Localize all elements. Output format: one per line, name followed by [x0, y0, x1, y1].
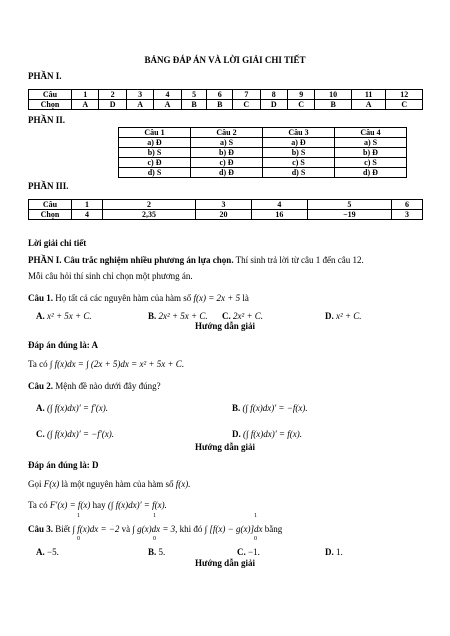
- q3-option-d-value: 1.: [336, 547, 343, 557]
- part1-question-cell: 4: [154, 90, 181, 100]
- q2-statement: [28, 381, 161, 391]
- solution-heading: Lời giải chi tiết: [28, 238, 87, 248]
- part2-answer-cell: c) S: [263, 158, 335, 168]
- q3-limit-top-2: 1: [153, 513, 156, 519]
- q1-text: Họ tất cả các nguyên hàm của hàm số: [53, 293, 194, 303]
- part1-table: [28, 89, 423, 110]
- q3-text-a: Biết: [53, 524, 73, 534]
- part1-question-cell: 11: [351, 90, 386, 100]
- part1-instructions: [28, 255, 364, 265]
- q2-option-a: [36, 403, 108, 413]
- part3-answer-cell: 4: [72, 210, 103, 220]
- part1-question-cell: 9: [287, 90, 314, 100]
- part1-answer-cell: B: [315, 100, 351, 110]
- q1-option-a-value: x² + 5x + C.: [47, 311, 92, 321]
- part1-heading: PHẦN I.: [28, 71, 62, 81]
- part2-answer-cell: a) Đ: [119, 138, 191, 148]
- part1-answer-label: Chọn: [29, 100, 72, 110]
- q1-option-a-key: A.: [36, 311, 45, 321]
- part1-solution-note2: Mỗi câu hỏi thí sinh chỉ chọn một phương án.: [28, 271, 193, 281]
- q3-option-c-key: C.: [237, 547, 246, 557]
- q2-option-a-key: A.: [36, 403, 45, 413]
- q1-option-c-value: 2x² + C.: [233, 311, 264, 321]
- part3-question-cell: 2: [103, 200, 196, 210]
- q3-integral-g: ∫ g(x)dx = 3,: [132, 524, 178, 534]
- q1-work: [28, 359, 184, 369]
- part1-question-cell: 3: [126, 90, 153, 100]
- q1-option-d: [325, 311, 362, 321]
- q1-tail: là: [240, 293, 249, 303]
- q3-and: và: [119, 524, 133, 534]
- q2-option-c-key: C.: [36, 429, 45, 439]
- q2-option-c-value: (∫ f(x)dx)′ = −f′(x).: [47, 429, 115, 439]
- q3-option-d: [325, 547, 343, 557]
- part1-question-cell: 8: [260, 90, 287, 100]
- part2-header-cell: Câu 2: [191, 128, 263, 138]
- part1-question-cell: 2: [99, 90, 126, 100]
- q2-option-d-value: (∫ f(x)dx)′ = f(x).: [243, 429, 302, 439]
- part3-question-cell: 6: [391, 200, 422, 210]
- q3-label: Câu 3.: [28, 524, 54, 534]
- q1-function: f(x) = 2x + 5: [193, 293, 241, 303]
- part2-answer-cell: b) Đ: [335, 148, 407, 158]
- q3-limit-bottom-3: 0: [254, 536, 257, 542]
- q3-option-b-value: 5.: [158, 547, 166, 557]
- part2-answer-cell: d) S: [263, 168, 335, 178]
- q3-option-c: [237, 547, 260, 557]
- q2-option-a-value: (∫ f(x)dx)′ = f′(x).: [47, 403, 108, 413]
- q2-guide-heading: Hướng dẫn giải: [195, 442, 255, 452]
- part1-answer-cell: C: [233, 100, 260, 110]
- part2-answer-cell: a) Đ: [263, 138, 335, 148]
- part3-answer-cell: 20: [196, 210, 252, 220]
- q3-text-b: khi đó: [177, 524, 205, 534]
- q2-work2-d: (∫ f(x)dx)′ = f(x).: [107, 500, 167, 510]
- part2-header-cell: Câu 1: [119, 128, 191, 138]
- part2-answer-cell: b) S: [263, 148, 335, 158]
- part1-header-label: Câu: [29, 90, 72, 100]
- part1-answer-cell: A: [154, 100, 181, 110]
- q2-work-line2: [28, 500, 167, 510]
- q1-work-prefix: Ta có: [28, 359, 50, 369]
- part2-answer-cell: b) S: [119, 148, 191, 158]
- q1-statement: [28, 293, 249, 303]
- q3-guide-heading: Hướng dẫn giải: [195, 558, 255, 568]
- q3-text-c: bằng: [262, 524, 283, 534]
- q2-answer: Đáp án đúng là: D: [28, 460, 99, 470]
- q3-option-b-key: B.: [148, 547, 157, 557]
- part3-answer-cell: −19: [307, 210, 391, 220]
- q1-option-b-key: B.: [148, 311, 157, 321]
- part1-answer-cell: C: [287, 100, 314, 110]
- q2-option-c: [36, 429, 114, 439]
- q1-option-b: [148, 311, 208, 321]
- q2-work2-c: hay: [90, 500, 108, 510]
- part1-question-cell: 12: [386, 90, 423, 100]
- q1-option-c: [222, 311, 263, 321]
- q2-option-b-key: B.: [232, 403, 241, 413]
- part1-question-cell: 6: [207, 90, 233, 100]
- part1-solution-note: Thí sinh trả lời từ câu 1 đến câu 12.: [233, 255, 364, 265]
- part1-question-cell: 1: [72, 90, 99, 100]
- q1-option-d-value: x² + C.: [336, 311, 362, 321]
- part2-answer-cell: a) S: [335, 138, 407, 148]
- part1-answer-cell: D: [99, 100, 126, 110]
- q1-label: Câu 1.: [28, 293, 54, 303]
- part2-answer-cell: c) Đ: [119, 158, 191, 168]
- q2-work1-c: là một nguyên hàm của hàm số: [59, 479, 176, 489]
- q3-integral-diff: ∫ [f(x) − g(x)]dx: [204, 524, 263, 534]
- part1-answer-cell: B: [207, 100, 233, 110]
- part1-question-cell: 5: [181, 90, 207, 100]
- part1-answer-cell: D: [260, 100, 287, 110]
- q2-option-d: [232, 429, 302, 439]
- q1-guide-heading: Hướng dẫn giải: [195, 321, 255, 331]
- q3-option-a: [36, 547, 59, 557]
- part1-solution-heading: PHẦN I. Câu trắc nghiệm nhiều phương án lựa chọn.: [28, 255, 234, 265]
- q2-option-d-key: D.: [232, 429, 241, 439]
- part2-answer-cell: d) Đ: [191, 168, 263, 178]
- part2-heading: PHẦN II.: [28, 115, 66, 125]
- q2-option-b: [232, 403, 308, 413]
- q3-option-d-key: D.: [325, 547, 334, 557]
- part1-answer-cell: A: [351, 100, 386, 110]
- part3-question-cell: 5: [307, 200, 391, 210]
- part3-answer-label: Chọn: [29, 210, 72, 220]
- q3-limit-bottom-2: 0: [153, 536, 156, 542]
- q3-statement: [28, 524, 282, 534]
- q2-work2-b: F′(x) = f(x): [49, 500, 91, 510]
- part2-answer-cell: c) Đ: [191, 158, 263, 168]
- part3-question-cell: 4: [251, 200, 307, 210]
- q2-work-line1: [28, 479, 190, 489]
- part3-answer-cell: 16: [251, 210, 307, 220]
- q3-option-c-value: −1.: [248, 547, 260, 557]
- q3-limit-top-3: 1: [254, 513, 257, 519]
- part2-answer-cell: a) S: [191, 138, 263, 148]
- part2-header-cell: Câu 4: [335, 128, 407, 138]
- part3-question-cell: 1: [72, 200, 103, 210]
- q2-work2-a: Ta có: [28, 500, 50, 510]
- part3-answer-cell: 2,35: [103, 210, 196, 220]
- q1-option-c-key: C.: [222, 311, 231, 321]
- part2-answer-cell: d) Đ: [335, 168, 407, 178]
- part3-question-cell: 3: [196, 200, 252, 210]
- q2-work1-a: Gọi: [28, 479, 44, 489]
- q3-limit-bottom-1: 0: [77, 536, 80, 542]
- part1-answer-cell: A: [72, 100, 99, 110]
- q2-work1-b: F(x): [43, 479, 60, 489]
- q1-answer: Đáp án đúng là: A: [28, 340, 99, 350]
- part1-answer-cell: B: [181, 100, 207, 110]
- q2-option-b-value: (∫ f(x)dx)′ = −f(x).: [242, 403, 308, 413]
- part2-table: [118, 127, 407, 178]
- part1-question-cell: 10: [315, 90, 351, 100]
- q1-work-formula: ∫ f(x)dx = ∫ (2x + 5)dx = x² + 5x + C.: [49, 359, 185, 369]
- q3-integral-f: ∫ f(x)dx = −2: [72, 524, 120, 534]
- part2-header-cell: Câu 3: [263, 128, 335, 138]
- part1-question-cell: 7: [233, 90, 260, 100]
- part2-answer-cell: b) Đ: [191, 148, 263, 158]
- q3-option-a-key: A.: [36, 547, 45, 557]
- q3-option-b: [148, 547, 165, 557]
- q3-option-a-value: −5.: [47, 547, 59, 557]
- q2-work1-d: f(x).: [175, 479, 191, 489]
- part3-answer-cell: 3: [391, 210, 422, 220]
- part1-answer-cell: C: [386, 100, 423, 110]
- part2-answer-cell: c) S: [335, 158, 407, 168]
- q1-option-d-key: D.: [325, 311, 334, 321]
- part1-answer-cell: A: [126, 100, 153, 110]
- q3-limit-top-1: 1: [77, 513, 80, 519]
- q2-text: Mệnh đề nào dưới đây đúng?: [53, 381, 161, 391]
- document-title: BẢNG ĐÁP ÁN VÀ LỜI GIẢI CHI TIẾT: [144, 55, 306, 65]
- part3-heading: PHẦN III.: [28, 181, 69, 191]
- q2-label: Câu 2.: [28, 381, 54, 391]
- q1-option-a: [36, 311, 92, 321]
- part3-header-label: Câu: [29, 200, 72, 210]
- part2-answer-cell: d) S: [119, 168, 191, 178]
- part3-table: [28, 199, 423, 220]
- q1-option-b-value: 2x² + 5x + C.: [158, 311, 208, 321]
